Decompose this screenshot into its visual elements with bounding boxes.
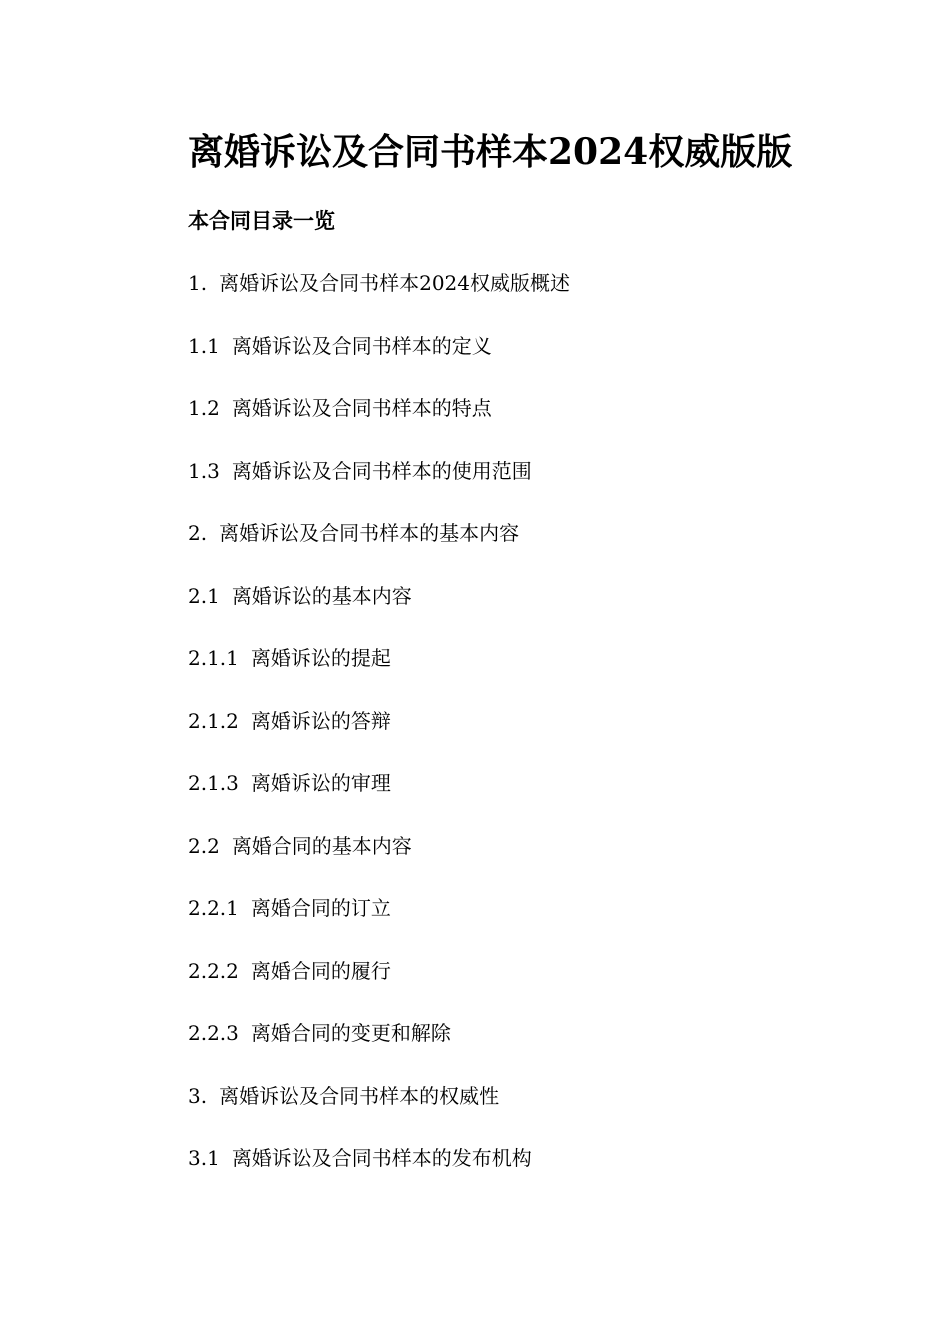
toc-heading: 本合同目录一览	[188, 208, 335, 233]
toc-item	[188, 831, 570, 894]
toc-item-text: 离婚诉讼及合同书样本的发布机构	[231, 1146, 532, 1170]
toc-item-text: 离婚诉讼的答辩	[250, 708, 391, 733]
toc-item-number: 2.1.2	[188, 708, 239, 733]
toc-item-number: 2.	[188, 521, 208, 545]
toc-item	[188, 331, 570, 394]
toc-item	[188, 768, 570, 831]
toc-item-number: 1.2	[188, 396, 220, 420]
toc-item-number: 2.2.3	[188, 1021, 239, 1045]
toc-item-number: 1.1	[188, 333, 220, 358]
toc-item-text: 离婚合同的履行	[250, 958, 391, 983]
toc-item-number: 1.3	[188, 458, 220, 483]
toc-item	[188, 518, 570, 581]
toc-item-number: 1.	[188, 271, 208, 295]
toc-item-text: 离婚合同的基本内容	[231, 833, 412, 858]
toc-item	[188, 956, 570, 1019]
toc-item-number: 2.1.3	[188, 771, 239, 795]
toc-item	[188, 706, 570, 769]
toc-item	[188, 1081, 570, 1144]
toc-list	[188, 268, 570, 1206]
toc-item-text: 离婚诉讼及合同书样本的定义	[231, 333, 492, 358]
toc-item	[188, 1018, 570, 1081]
toc-item-text: 离婚诉讼及合同书样本2024权威版概述	[219, 271, 570, 295]
toc-item-number: 2.2	[188, 833, 220, 858]
toc-item-text: 离婚诉讼及合同书样本的基本内容	[219, 521, 520, 545]
toc-item	[188, 643, 570, 706]
toc-item-number: 2.2.1	[188, 896, 239, 920]
toc-item-text: 离婚诉讼及合同书样本的特点	[231, 396, 492, 420]
toc-item-number: 2.1.1	[188, 646, 239, 670]
toc-item	[188, 1143, 570, 1206]
toc-item-text: 离婚诉讼及合同书样本的权威性	[219, 1083, 500, 1108]
toc-item-number: 3.	[188, 1083, 208, 1108]
toc-item	[188, 893, 570, 956]
toc-item-text: 离婚诉讼的基本内容	[231, 583, 412, 608]
toc-item-text: 离婚诉讼及合同书样本的使用范围	[231, 458, 532, 483]
toc-item	[188, 393, 570, 456]
toc-item	[188, 456, 570, 519]
toc-item-text: 离婚诉讼的审理	[250, 771, 391, 795]
document-title: 离婚诉讼及合同书样本2024权威版版	[188, 131, 793, 173]
toc-item-text: 离婚诉讼的提起	[250, 646, 391, 670]
toc-item-text: 离婚合同的订立	[250, 896, 391, 920]
toc-item	[188, 268, 570, 331]
toc-item-text: 离婚合同的变更和解除	[250, 1021, 451, 1045]
toc-item	[188, 581, 570, 644]
toc-item-number: 2.1	[188, 583, 220, 608]
toc-item-number: 3.1	[188, 1146, 220, 1170]
toc-item-number: 2.2.2	[188, 958, 239, 983]
